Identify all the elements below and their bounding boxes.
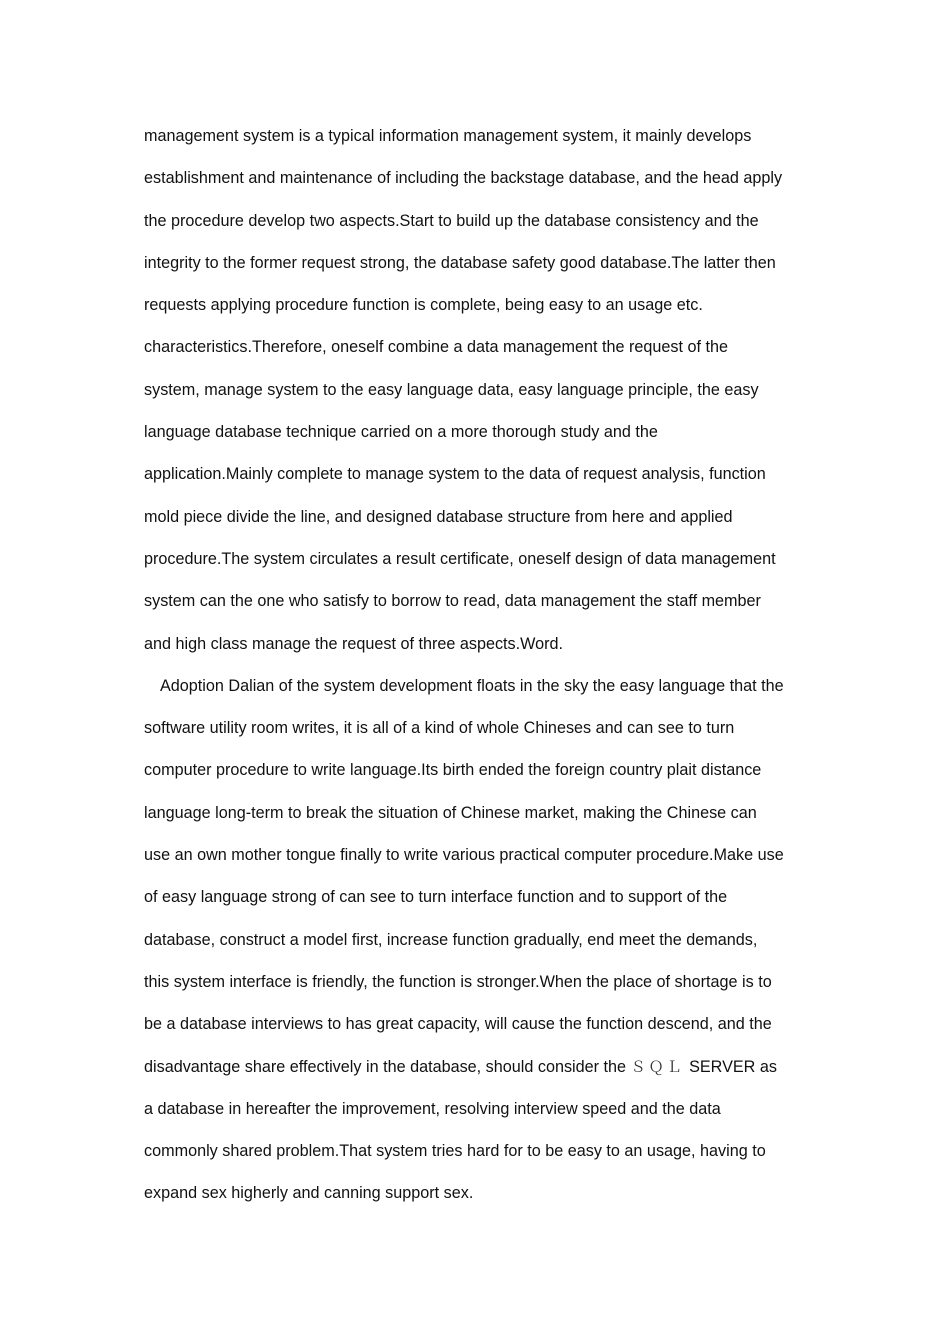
text-line: expand sex higherly and canning support sex. bbox=[144, 1184, 474, 1203]
text-line: computer procedure to write language.Its birth ended the foreign country plait distance bbox=[144, 761, 762, 780]
text-line: mold piece divide the line, and designed database structure from here and applied bbox=[144, 507, 733, 526]
text-line: commonly shared problem.That system tries hard for to be easy to an usage, having to bbox=[144, 1142, 766, 1161]
text-line: Adoption Dalian of the system development floats in the sky the easy language that the bbox=[160, 676, 784, 695]
text-line: be a database interviews to has great capacity, will cause the function descend, and the bbox=[144, 1015, 772, 1034]
text-line: procedure.The system circulates a result certificate, oneself design of data management bbox=[144, 549, 776, 568]
paragraph-1 bbox=[144, 115, 824, 665]
text-line: and high class manage the request of three aspects.Word. bbox=[144, 634, 564, 653]
text-line-sql bbox=[144, 1046, 824, 1088]
sql-line-after: SERVER as bbox=[684, 1057, 777, 1076]
text-line: software utility room writes, it is all of a kind of whole Chineses and can see to turn bbox=[144, 719, 735, 738]
text-line: the procedure develop two aspects.Start to build up the database consistency and the bbox=[144, 211, 759, 230]
text-line: management system is a typical information management system, it mainly develops bbox=[144, 127, 752, 145]
text-line: characteristics.Therefore, oneself combine a data management the request of the bbox=[144, 338, 728, 357]
text-line: use an own mother tongue finally to write various practical computer procedure.Make use bbox=[144, 846, 784, 865]
text-line: application.Mainly complete to manage system to the data of request analysis, function bbox=[144, 465, 766, 484]
paragraph-2 bbox=[144, 665, 824, 1215]
sql-term: ＳＱＬ bbox=[630, 1057, 685, 1076]
text-line: language long-term to break the situation of Chinese market, making the Chinese can bbox=[144, 803, 757, 822]
sql-line-before: disadvantage share effectively in the database, should consider the bbox=[144, 1057, 631, 1076]
text-line: requests applying procedure function is complete, being easy to an usage etc. bbox=[144, 296, 703, 315]
text-line: system, manage system to the easy language data, easy language principle, the easy bbox=[144, 380, 759, 399]
text-line: establishment and maintenance of including the backstage database, and the head apply bbox=[144, 169, 783, 188]
text-line: database, construct a model first, increase function gradually, end meet the demands, bbox=[144, 930, 758, 949]
text-line: this system interface is friendly, the function is stronger.When the place of shortage is to bbox=[144, 972, 772, 991]
text-line: system can the one who satisfy to borrow to read, data management the staff member bbox=[144, 592, 761, 611]
text-line: a database in hereafter the improvement, resolving interview speed and the data bbox=[144, 1099, 721, 1118]
text-line: of easy language strong of can see to turn interface function and to support of the bbox=[144, 888, 728, 907]
body-text bbox=[144, 115, 824, 1215]
text-line: integrity to the former request strong, the database safety good database.The latter then bbox=[144, 253, 776, 272]
text-line: language database technique carried on a more thorough study and the bbox=[144, 423, 658, 442]
